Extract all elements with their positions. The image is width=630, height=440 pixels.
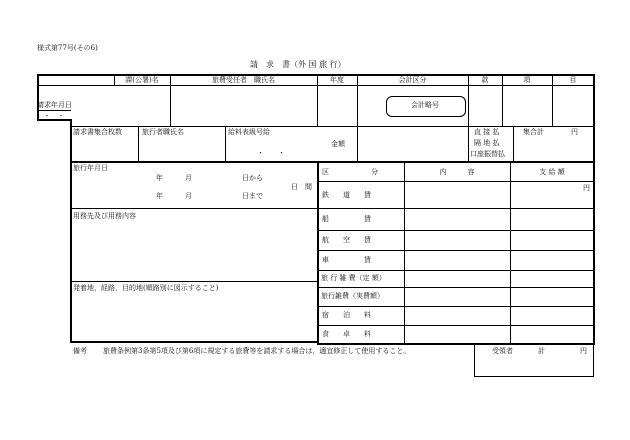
bank-transfer-label: 口座振替払 (470, 150, 505, 158)
from-day: 日から (242, 174, 263, 182)
payment-yen: 円 (583, 184, 590, 192)
amount-label: 金額 (331, 140, 345, 148)
remarks-label: 備考 (73, 347, 87, 355)
destination-label: 用務先及び用務内容 (73, 212, 136, 220)
row-vehicle: 車 賃 (322, 256, 371, 264)
row-air: 航 空 賃 (322, 236, 371, 244)
recipient-label: 受領者 (492, 347, 513, 355)
to-month: 月 (185, 192, 192, 200)
category-header: 区 分 (322, 168, 378, 176)
footer-yen: 円 (580, 347, 587, 355)
moku-header: 目 (569, 76, 577, 84)
row-ship: 船 賃 (322, 215, 371, 223)
claim-date-dots: ・ ・ (43, 112, 65, 120)
remote-pay-label: 隔 地 払 (474, 139, 500, 147)
row-lodging: 宿 泊 料 (322, 311, 371, 319)
dept-header: 課(公署)名 (125, 76, 159, 84)
salary-grade-label: 給料表級号給 (228, 128, 270, 136)
days-label: 日 (291, 183, 298, 191)
days-between-label: 間 (305, 183, 312, 191)
account-abbrev-label: 会計略号 (411, 101, 439, 109)
travel-dates-label: 旅行年月日 (73, 164, 108, 172)
form-number: 様式第77号(その6) (37, 44, 98, 52)
total-yen: 円 (571, 128, 578, 136)
row-meal: 食 卓 料 (322, 330, 371, 338)
traveler-name-header: 旅費受任者 職氏名 (212, 76, 275, 84)
fiscal-year-header: 年度 (330, 76, 344, 84)
claim-count-label: 請求書集合枚数 (73, 128, 122, 136)
departure-label: 発着地，経路，目的地(順路別に図示すること) (73, 284, 219, 292)
kou-header: 項 (523, 76, 531, 84)
salary-dots: ・ ・ (257, 149, 285, 157)
footer-total-label: 計 (538, 347, 545, 355)
from-month: 月 (185, 174, 192, 182)
traveler-job-label: 旅行者職氏名 (142, 128, 184, 136)
claim-date-label: 請求年月日 (37, 101, 72, 109)
to-day: 日まで (242, 192, 263, 200)
from-year: 年 (156, 174, 163, 182)
payment-header: 支 給 額 (539, 168, 565, 176)
total-label: 集合計 (523, 128, 544, 136)
kan-header: 款 (481, 76, 489, 84)
row-railway: 鉄 道 賃 (322, 191, 371, 199)
to-year: 年 (156, 192, 163, 200)
direct-pay-label: 直 接 払 (474, 128, 500, 136)
form-title: 請 求 書（外 国 旅 行） (250, 60, 346, 69)
remarks-text: 旅費条例第3条第5項及び第6項に規定する旅費等を請求する場合は，適宜修正して使用すること。 (103, 347, 411, 355)
row-misc-actual: 旅行雑費（実費額） (321, 292, 384, 300)
content-header: 内 容 (439, 168, 475, 176)
account-category-header: 会計区分 (398, 76, 427, 84)
row-misc-fixed: 旅 行 雑 費（定 額） (321, 274, 386, 282)
